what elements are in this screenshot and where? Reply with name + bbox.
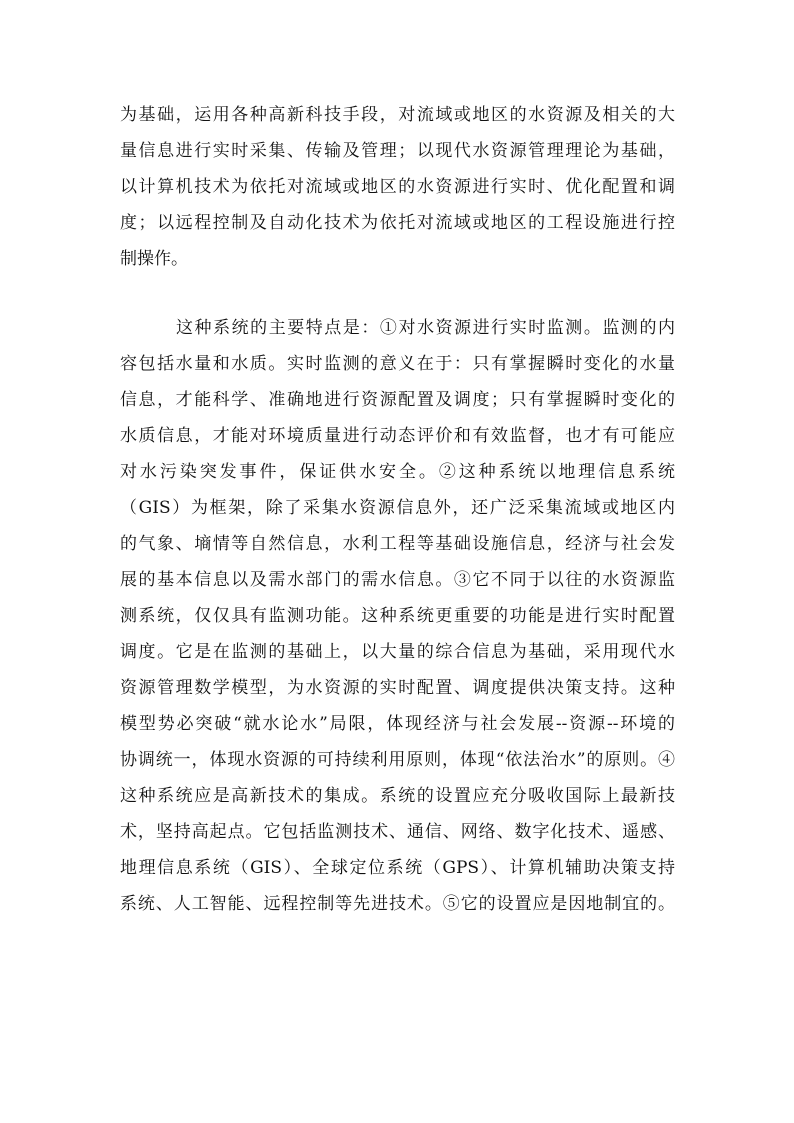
text-line: 测系统，仅仅具有监测功能。这种系统更重要的功能是进行实时配置	[120, 606, 675, 626]
text-line: 协调统一，体现水资源的可持续利用原则，体现“依法治水”的原则。④	[120, 750, 675, 770]
text-line: 以计算机技术为依托对流域或地区的水资源进行实时、优化配置和调	[120, 177, 675, 197]
paragraph-2	[120, 310, 675, 922]
text-line: 制操作。	[120, 249, 188, 269]
text-line: 信息，才能科学、准确地进行资源配置及调度；只有掌握瞬时变化的	[120, 390, 675, 410]
text-line: （GIS）为框架，除了采集水资源信息外，还广泛采集流域或地区内	[120, 498, 675, 518]
text-line: 模型势必突破“就水论水”局限，体现经济与社会发展--资源--环境的	[120, 714, 675, 734]
text-line: 系统、人工智能、远程控制等先进技术。⑤它的设置应是因地制宜的。	[120, 894, 675, 914]
text-line: 地理信息系统（GIS）、全球定位系统（GPS）、计算机辅助决策支持	[120, 858, 675, 878]
text-line: 资源管理数学模型，为水资源的实时配置、调度提供决策支持。这种	[120, 678, 675, 698]
text-line: 这种系统的主要特点是：①对水资源进行实时监测。监测的内	[176, 318, 675, 338]
text-line: 度；以远程控制及自动化技术为依托对流域或地区的工程设施进行控	[120, 213, 675, 233]
text-line: 展的基本信息以及需水部门的需水信息。③它不同于以往的水资源监	[120, 570, 675, 590]
text-line: 的气象、墒情等自然信息，水利工程等基础设施信息，经济与社会发	[120, 534, 675, 554]
text-line: 对水污染突发事件，保证供水安全。②这种系统以地理信息系统	[120, 462, 675, 482]
text-line: 术，坚持高起点。它包括监测技术、通信、网络、数字化技术、遥感、	[120, 822, 675, 842]
text-line: 这种系统应是高新技术的集成。系统的设置应充分吸收国际上最新技	[120, 786, 675, 806]
text-line: 为基础，运用各种高新科技手段，对流域或地区的水资源及相关的大	[120, 105, 675, 125]
text-line: 调度。它是在监测的基础上，以大量的综合信息为基础，采用现代水	[120, 642, 675, 662]
paragraph-1	[120, 97, 675, 277]
text-line: 水质信息，才能对环境质量进行动态评价和有效监督，也才有可能应	[120, 426, 675, 446]
text-line: 量信息进行实时采集、传输及管理；以现代水资源管理理论为基础，	[120, 141, 675, 161]
text-line: 容包括水量和水质。实时监测的意义在于：只有掌握瞬时变化的水量	[120, 354, 675, 374]
